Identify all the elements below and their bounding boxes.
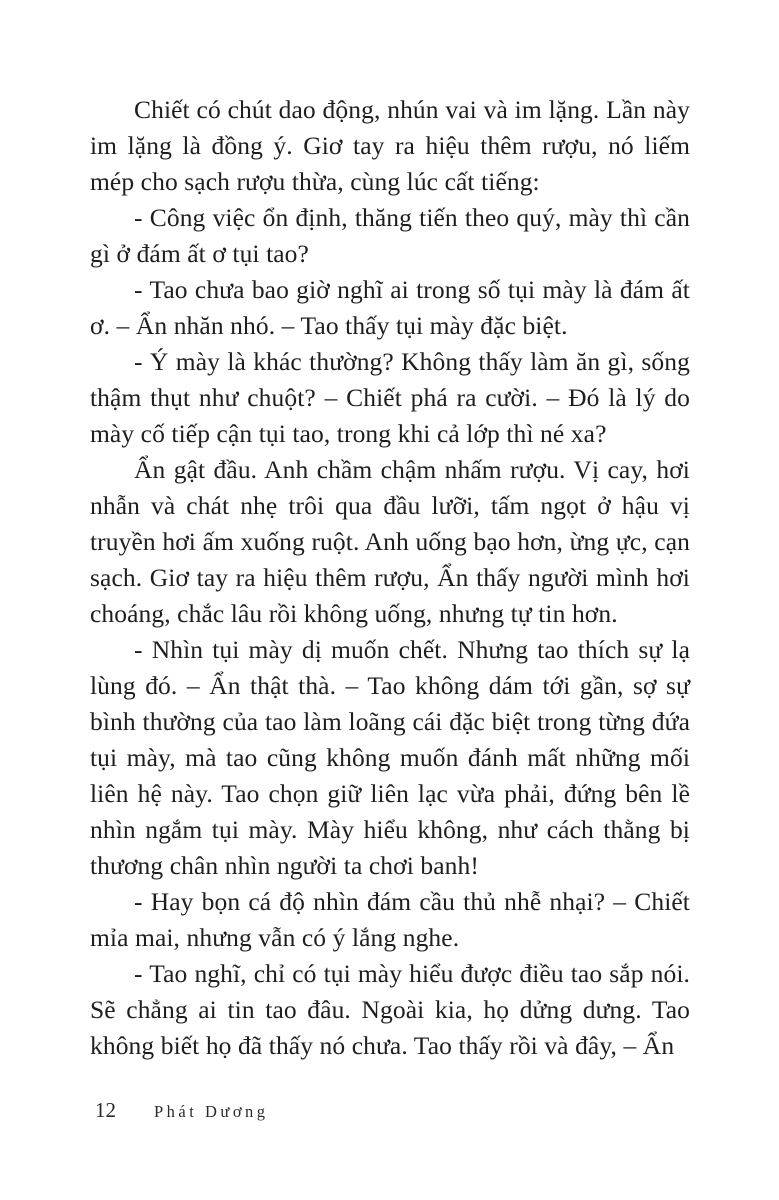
paragraph: - Tao chưa bao giờ nghĩ ai trong số tụi mày là đám ất ơ. – Ẩn nhăn nhó. – Tao thấy tụi mày đặc biệt. bbox=[90, 275, 690, 340]
page-footer bbox=[95, 1098, 269, 1123]
running-footer-author: Phát Dương bbox=[154, 1102, 269, 1121]
paragraph: - Nhìn tụi mày dị muốn chết. Nhưng tao thích sự lạ lùng đó. – Ẩn thật thà. – Tao không dám tới gần, sợ sự bình thường của tao làm loãng cái đặc biệt trong từng đứa tụi mày, mà tao cũng không muốn đánh mất những mối liên hệ này. Tao chọn giữ liên lạc vừa phải, đứng bên lề nhìn ngắm tụi mày. Mày hiểu không, như cách thằng bị thương chân nhìn người ta chơi banh! bbox=[90, 635, 690, 880]
paragraph: - Ý mày là khác thường? Không thấy làm ăn gì, sống thậm thụt như chuột? – Chiết phá ra cười. – Đó là lý do mày cố tiếp cận tụi tao, trong khi cả lớp thì né xa? bbox=[90, 347, 690, 448]
paragraph: Chiết có chút dao động, nhún vai và im lặng. Lần này im lặng là đồng ý. Giơ tay ra hiệu thêm rượu, nó liếm mép cho sạch rượu thừa, cùng lúc cất tiếng: bbox=[90, 95, 690, 196]
paragraph: - Công việc ổn định, thăng tiến theo quý, mày thì cần gì ở đám ất ơ tụi tao? bbox=[90, 203, 690, 268]
page-number: 12 bbox=[95, 1098, 116, 1122]
paragraph: Ẩn gật đầu. Anh chầm chậm nhấm rượu. Vị cay, hơi nhẫn và chát nhẹ trôi qua đầu lưỡi, tấm ngọt ở hậu vị truyền hơi ấm xuống ruột. Anh uống bạo hơn, ừng ực, cạn sạch. Giơ tay ra hiệu thêm rượu, Ẩn thấy người mình hơi choáng, chắc lâu rồi không uống, nhưng tự tin hơn. bbox=[90, 455, 690, 628]
body-text bbox=[90, 92, 690, 1064]
paragraph: - Hay bọn cá độ nhìn đám cầu thủ nhễ nhại? – Chiết mỉa mai, nhưng vẫn có ý lắng nghe. bbox=[90, 887, 690, 952]
paragraph: - Tao nghĩ, chỉ có tụi mày hiểu được điều tao sắp nói. Sẽ chẳng ai tin tao đâu. Ngoài kia, họ dửng dưng. Tao không biết họ đã thấy nó chưa. Tao thấy rồi và đây, – Ẩn bbox=[90, 959, 690, 1060]
